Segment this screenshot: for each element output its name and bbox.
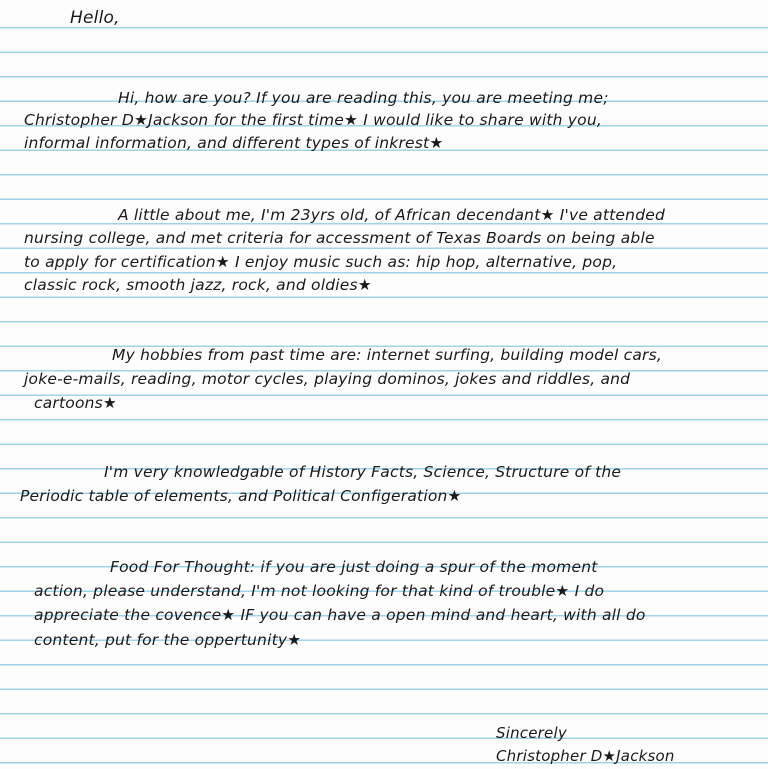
paragraph-2-line-4: classic rock, smooth jazz, rock, and oldies★ xyxy=(24,276,372,294)
paragraph-2-line-3: to apply for certification★ I enjoy music such as: hip hop, alternative, pop, xyxy=(24,253,618,271)
paragraph-5-line-4: content, put for the oppertunity★ xyxy=(34,631,302,649)
paragraph-1-line-1: Hi, how are you? If you are reading this, you are meeting me; xyxy=(118,89,609,107)
paragraph-1-line-3: informal information, and different types of inkrest★ xyxy=(24,134,444,152)
paragraph-2-line-1: A little about me, I'm 23yrs old, of African decendant★ I've attended xyxy=(118,206,666,224)
paragraph-1-line-2: Christopher D★Jackson for the first time★ I would like to share with you, xyxy=(24,111,602,129)
paragraph-4-line-2: Periodic table of elements, and Political Configeration★ xyxy=(20,487,462,505)
letter-signature: Christopher D★Jackson xyxy=(496,747,675,765)
paragraph-3-line-2: joke-e-mails, reading, motor cycles, playing dominos, jokes and riddles, and xyxy=(24,370,631,388)
paragraph-3-line-1: My hobbies from past time are: internet surfing, building model cars, xyxy=(112,346,662,364)
paragraph-2-line-2: nursing college, and met criteria for accessment of Texas Boards on being able xyxy=(24,229,655,247)
paragraph-4-line-1: I'm very knowledgable of History Facts, Science, Structure of the xyxy=(104,463,622,481)
paragraph-5-line-3: appreciate the covence★ IF you can have a open mind and heart, with all do xyxy=(34,606,646,624)
paragraph-5-line-2: action, please understand, I'm not looking for that kind of trouble★ I do xyxy=(34,582,605,600)
paragraph-5-line-1: Food For Thought: if you are just doing a spur of the moment xyxy=(110,558,598,576)
letter-greeting: Hello, xyxy=(70,8,120,28)
letter-closing: Sincerely xyxy=(496,724,567,742)
paragraph-3-line-3: cartoons★ xyxy=(34,394,118,412)
